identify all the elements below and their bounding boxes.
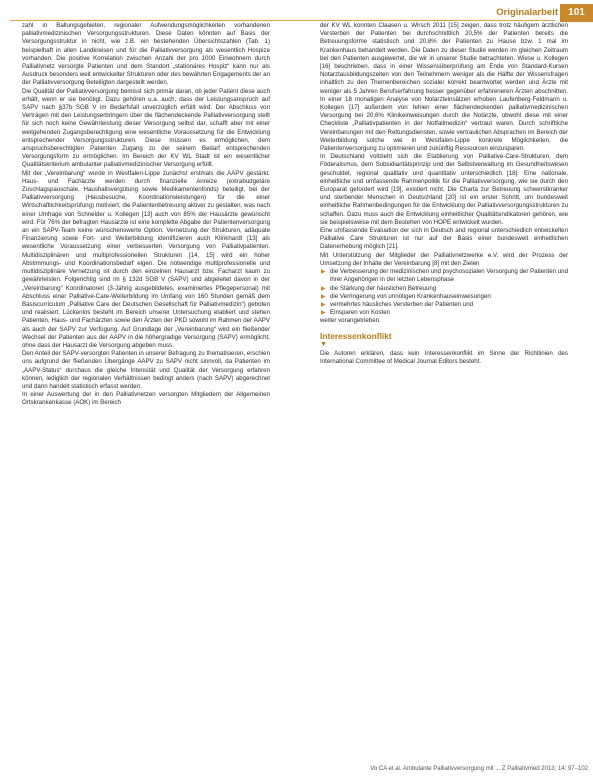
page-number: 101 [560,4,593,22]
section-heading: Interessenkonflikt [320,330,392,341]
right-paragraph-2: In Deutschland vollzieht sich die Etablierung von Palliative-Care-Strukturen, dem Föderalismus, dem Subsidiaritätsprinzip und der Selbstverwaltung im Gesundheitswesen geschuldet, regional qualitativ und quantitativ unterschiedlich [18]. Eine nationale, einheitliche und umfassende Rahmenpolitik für die Palliativversorgung, wie sie durch den Europarat gefordert wird [19], existiert nicht. Die Charta zur Betreuung schwerstkranker und sterbender Menschen in Deutschland [20] ist ein erster Schritt, um bundesweit einheitliche Rahmenbedingungen für die Entwicklung der Palliativversorgungsstrukturen zu schaffen. Dazu muss auch die Entwicklung einheitlicher Qualitätsindikatoren gehören, wie sie beispielsweise mit dem Bestehen von HOPE entwickelt wurden. [320,153,568,226]
after-list-text: weiter vorangetrieben. [320,317,381,325]
list-item: ▶ Einsparen von Kosten [321,309,391,317]
list-item: ▶ vermehrtes häusliches Versterben der Patienten und [321,300,474,308]
right-paragraph-3: Eine umfassende Evaluation der sich in Deutsch and regional unterschiedlich entwickelten Palliative Care Strukturen ist nur auf der Basis einer bundesweit einheitlichen Datenerhebung möglich [21]. [320,227,568,251]
bullet-icon: ▶ [321,269,326,276]
goals-list [320,268,568,317]
bullet-icon: ▶ [321,293,326,300]
left-paragraph-2: Die Qualität der Palliativversorgung bemisst sich primär daran, ob jeder Patient diese auch erhält, wenn er sie benötigt. Dazu gehören u.a. auch, dass der Leistungsanspruch auf SAPV nach §37b SGB V im Bedarfsfall unverzüglich erfüllt wird. Der Abschluss von Verträgen mit den Leistungserbringern über die flächendeckende Palliativversorgung stellt für sich noch keine Gewährleistung dieser Versorgung selbst dar, schafft aber mit einer weitgehenden Zugangsberechtigung eine wesentliche Voraussetzung für die Entwicklung entsprechender Versorgungsstrukturen. Diese müssen es ermöglichen, dem anspruchsberechtigten Patienten Zugang zu der seinem Bedarf entsprechenden Versorgungsform zu ermöglichen. Im Bereich der KV WL Stadt ist ein wesentlicher Qualitätskriterium ambulanter palliativmedizinischer Versorgung erfüllt. [22,87,270,169]
bullet-icon: ▶ [321,301,326,308]
conflict-statement: Die Autoren erklären, dass kein Interessenkonflikt im Sinne der Richtlinien des International Committee of Medical Journal Editors besteht. [320,349,568,365]
right-column [320,22,568,366]
left-paragraph-4: Den Anteil der SAPV-versorgten Patienten in unserer Befragung zu thematisieren, erschien uns aufgrund der fließenden Übergänge AAPV zu SAPV nicht sinnvoll, da Patienten im „AAPV-Status“ durchaus die gleiche Intensität und Qualität der Versorgung erfahren können, lediglich der regionalen Verhältnissen bedingt anders (nach SAPV) abgerechnet und dann handelt statistisch erfasst werden. [22,350,270,390]
section-marker-icon: ▼ [320,340,327,348]
list-item: ▶ die Stärkung der häuslichen Betreuung [321,284,437,292]
bullet-icon: ▶ [321,310,326,317]
left-paragraph-3: Mit der „Vereinbarung“ wurde in Westfalen-Lippe zunächst erstmals die AAPV gestärkt. Haus- und Fachärzte werden durch finanzielle Anreize (extrabudgetäre Zuschlagspauschale, Haushaltsvergütung sowie Medikamentenfonds) beteiligt, bei der Palliativversorgung (Hausbesuche, Koordinationsleistungen) für die einer Wirtschaftlichkeitsprüfung) motiviert, die Patientenbetreuung aktiver zu gestalten, was nach einer Umfrage von Schneider u. Kollegen [13] auch von 85% der Hausärzte gewünscht wird. Für 76% der befragten Hausärzte ist eine komplette Abgabe der Patientenversorgung an ein SAPV-Team keine wünschenswerte Option. Vernetzung der Strukturen, adäquate Finanzierung sowie Fort- und Weiterbildung identifizieren auch Klinkhardt [13] als wesentliche Voraussetzung einer verbesserten Versorgung von Palliativpatienten. Multidisziplinären und multiprofessionellen Strukturen [14, 15] wird ein hoher Abstimmungs- und Koordinationsbedarf eigen. Die notwendige multiprofessionelle und multidisziplinäre Vernetzung ist durch den einzelnen Hausarzt bzw. Facharzt kaum zu gewährleisten. Folgerichtig sind im § 132d SGB V (SAPV) und abgeleitet davon in der „Vereinbarung“ Koordinatoren (3-Jährig ausgebildetes, examiniertes Pflegepersonal) mit Abschluss einer Palliative-Care-Weiterbildung im Umfang von 160 Stunden gemäß dem Basiscurriculum „Palliative Care der Deutschen Gesellschaft für Palliativmedizin“) geboten und realisiert. Lückenlos besteht im Bereich unserer Untersuchung etabliert und stehen Patienten, Haus- und Fachärzten sowie den Ärzten der PKD sowohl im Rahmen der AAPV als auch der SAPV zur Verfügung. Auf Grundlage der „Vereinbarung“ wird ein fließender Wechsel der Patienten aus der AAPV in die höhergradige Versorgung (SAPV) ermöglicht, ohne dass der Hausarzt die Versorgung abgeben muss. [22,169,270,349]
list-item: ▶ die Verringerung von unnötigen Krankenhauseinweisungen [321,292,491,300]
left-paragraph-1: zahl in Ballungsgebieten, regionaler Aufwendungsmöglichkeiten vorhandenen palliativmedizinischen Versorgungsstrukturen. Diese Daten könnten auf Basis der Versorgungsstruktur in nicht, wie z.B. ein bestehenden Übersichtszahlen (Tab. 1) beispielhaft in allen Landkreisen und für die Palliativversorgung als wesentlich Hospize vorhanden. Die positive Korrelation zwischen Anzahl der pro 1000 Einwohnern durch Palliativnetz versorgte Patienten und dem Standort „stationäres Hospiz“ kann nur als Ausdruck besonders weit entwickelter Strukturen oder des bewährten Engagements der an der Palliativversorgung Beteiligten dargestellt werden. [22,22,270,87]
footer-citation: Vo CA et al. Ambulante Palliativversorgung mit ... Z Palliativmed 2013; 14: 97–102 [370,766,588,772]
right-paragraph-1: der KV WL konnten Claasen u. Wirsch 2011 [15] zeigen, dass trotz häufigem ärztlichen Versterben der Patienten bei durchschnittlich 20,5% der Patienten bereits die Betreuungsforme statistisch und 20,8% der Patienten zu Hause bzw. 1 mal im Krankenhaus behandelt werden. Die Daten zu dieser Studie werden im gleichen Zeitraum bei den Patienten ausgewertet, die wir in unserer Studie betrachteten. Wiese u. Kollegen [16] beschrieben, dass in einer Wissensüberprüfung am Ende von Standard-Kursen Notarztausbildungszeiten von den Teilnehmern weniger als die Hälfte der Wissensfragen inhaltlich zu den Themenbereichen sozialer korrekt beantwortet werden und Ärzte mit weniger als 5 Jahren Berufserfahrung besser gegenüber erfahreneren Ärzten abschnitten. In einer 18 monatigen Analyse von Notarzteinsätzen erhoben Laufenberg-Feldmann u. Kollegen [17] außerdem von fehlen einer flächendeckenden palliativmedizinischen Versorgung bei 20,6% Klinikeinweisungen durch die Notärzte, obwohl diese mit einer Checkliste „Palliativpatienten in der Notfallmedizin“ vertraut waren. Durch schriftliche Vereinbarungen mit den Rettungsdiensten, sowie vertraulichen Absprachen im Bereich der Weiterbildung solche wie in Westfalen-Lippe konkrete Möglichkeiten, die Patientenversorgung zu optimieren und zukünftig Ressourcen einzusparen. [320,22,568,153]
right-paragraph-4: Mit Unterstützung der Mitglieder der Palliativnetzwerke e.V. wird der Prozess der Umsetzung der Inhalte der Vereinbarung [8] mit den Zielen [320,251,568,267]
list-item: ▶ die Verbesserung der medizinischen und psychosozialen Versorgung der Patienten und ihrer Angehörigen in der letzten Lebensphase [321,268,568,284]
left-paragraph-5: In einer Auswertung der in den Palliativnetzen versorgten Mitgliedern der Allgemeinen Ortskrankenkasse (AOK) im Bereich [22,391,270,407]
section-title: Originalarbeit [496,7,558,18]
bullet-icon: ▶ [321,285,326,292]
left-column [22,22,270,408]
header-rule [10,6,555,21]
